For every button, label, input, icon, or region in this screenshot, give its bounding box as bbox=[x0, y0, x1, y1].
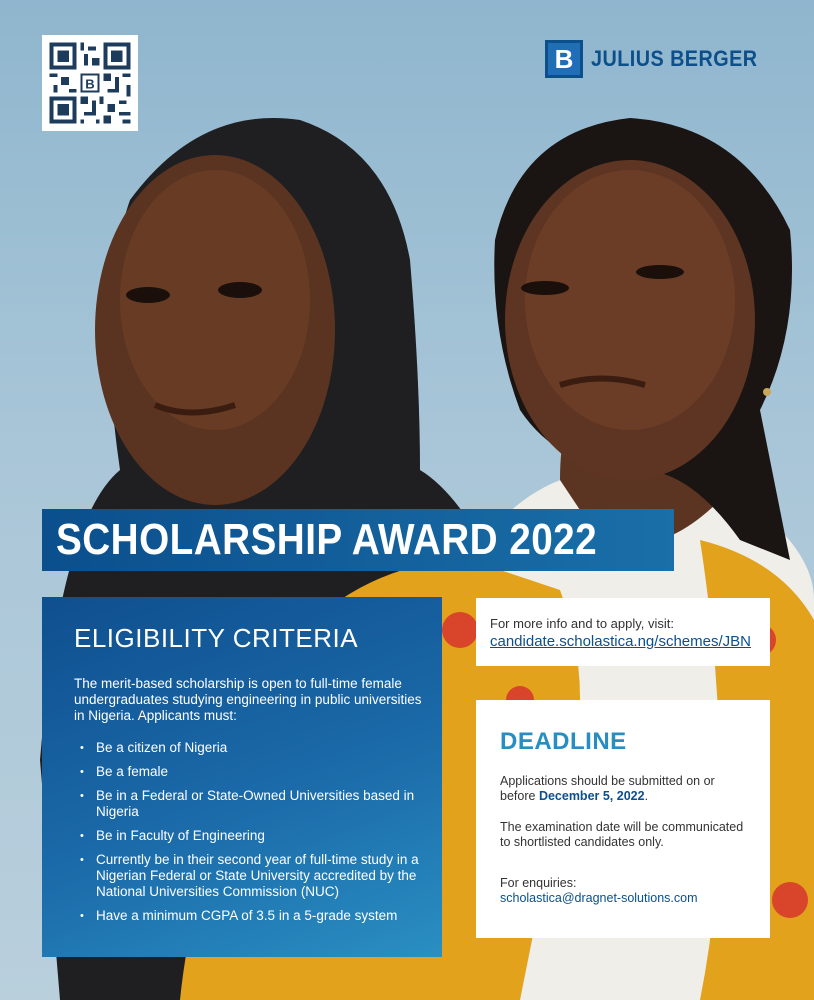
eligibility-item: • Be a citizen of Nigeria bbox=[74, 740, 424, 756]
qr-center-letter: B bbox=[85, 76, 95, 92]
julius-berger-logo bbox=[545, 40, 776, 78]
deadline-submit-text: Applications should be submitted on or before bbox=[500, 774, 715, 803]
eligibility-item: • Be a female bbox=[74, 764, 424, 780]
logo-name: JULIUS BERGER bbox=[591, 46, 758, 71]
apply-label: For more info and to apply, visit: bbox=[490, 616, 675, 631]
eligibility-heading: ELIGIBILITY CRITERIA bbox=[74, 623, 359, 653]
deadline-submission bbox=[500, 774, 748, 804]
logo-mark bbox=[545, 40, 583, 78]
eligibility-item: • Be in Faculty of Engineering bbox=[74, 828, 424, 844]
deadline-heading: DEADLINE bbox=[500, 728, 627, 755]
deadline-box bbox=[476, 700, 770, 938]
exam-notice: The examination date will be communicated to shortlisted candidates only. bbox=[500, 820, 744, 849]
apply-info-box bbox=[476, 598, 770, 666]
page-title: SCHOLARSHIP AWARD 2022 bbox=[56, 515, 598, 564]
eligibility-intro: The merit-based scholarship is open to full-time female undergraduates studying engineering in public universities in Nigeria. Applicants must: bbox=[74, 676, 422, 723]
enquiries-email[interactable]: scholastica@dragnet-solutions.com bbox=[500, 891, 698, 905]
eligibility-item: • Have a minimum CGPA of 3.5 in a 5-grade system bbox=[74, 908, 424, 924]
eligibility-panel bbox=[42, 597, 442, 957]
enquiries bbox=[500, 876, 748, 906]
title-banner bbox=[42, 509, 674, 571]
eligibility-list bbox=[74, 740, 424, 924]
logo-letter: B bbox=[554, 44, 574, 74]
deadline-date-suffix: . bbox=[644, 789, 649, 803]
eligibility-item: • Currently be in their second year of full-time study in a Nigerian Federal or State University accredited by the National Universities Commission (NUC) bbox=[74, 852, 424, 900]
apply-link[interactable]: candidate.scholastica.ng/schemes/JBN bbox=[490, 633, 751, 650]
enquiries-label: For enquiries: bbox=[500, 876, 577, 890]
eligibility-item: • Be in a Federal or State-Owned Universities based in Nigeria bbox=[74, 788, 424, 820]
qr-code[interactable] bbox=[42, 35, 138, 131]
deadline-date: December 5, 2022 bbox=[538, 789, 645, 803]
